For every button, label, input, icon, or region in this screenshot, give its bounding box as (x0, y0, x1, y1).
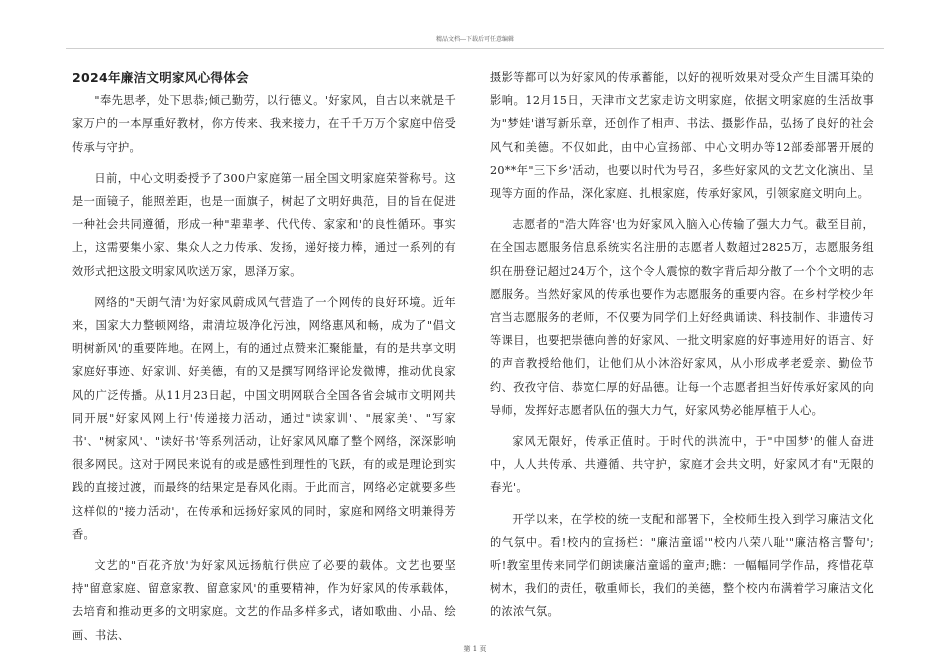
document-title: 2024年廉洁文明家风心得体会 (72, 70, 249, 85)
paragraph: 日前，中心文明委授予了300户家庭第一届全国文明家庭荣誉称号。这是一面镜子，能照差距，也是一面旗子，树起了文明好典范，目的旨在促进一种社会共同遵循，形成一种"辈辈孝、代代传、家家和'的良性循环。事实上，这需要集小家、集众人之力传承、发扬，递好接力棒，通过一系列的有效形式把这股文明家风吹送万家，恩泽万家。 (72, 171, 456, 278)
paragraph-continued: 摄影等都可以为好家风的传承蓄能，以好的视听效果对受众产生目濡耳染的影响。12月15日，天津市文艺家走访文明家庭，依据文明家庭的生活故事为"梦娃'谱写新乐章，还创作了相声、书法、摄影作品，弘扬了良好的社会风气和美德。不仅如此，由中心宣扬部、中心文明办等12部委部署开展的20**年"三下乡'活动，也要以时代为号召，多些好家风的文艺文化演出、呈现等方面的作品，深化家庭、扎根家庭，传承好家风，引领家庭文明向上。 (490, 71, 874, 201)
paragraph: 网络的"天朗气清'为好家风蔚成风气营造了一个网传的良好环境。近年来，国家大力整顿网络，肃清垃圾净化污浊，网络惠风和畅，成为了"倡文明树新风'的重要阵地。在网上，有的通过点赞来汇聚能量，有的是共享文明家庭好事迹、好家训、好美德，有的又是撰写网络评论发微博，推动优良家风的广泛传播。从11月23日起，中国文明网联合全国各省会城市文明网共同开展"好家风网上行'传递接力活动，通过"读家训'、"展家美'、"写家书'、"树家风'、"读好书'等系列活动，让好家风风靡了整个网络，深深影响很多网民。这对于网民来说有的或是感性到理性的飞跃，有的或是理论到实践的直接过渡，而最终的结果定是春风化雨。于此而言，网络必定就要多些这样似的"接力活动'，在传承和远扬好家风的同时，家庭和网络文明兼得芳香。 (72, 295, 456, 541)
paragraph: 文艺的"百花齐放'为好家风远扬航行供应了必要的载体。文艺也要坚持"留意家庭、留意家教、留意家风'的重要精神，作为好家风的传承载体，去培育和推动更多的文明家庭。文艺的作品多样多式，诸如歌曲、小品、绘画、书法、 (72, 559, 456, 642)
header-note: 精品文档---下载后可任意编辑 (435, 36, 515, 43)
right-column (490, 66, 874, 632)
paragraph: 志愿者的"浩大阵容'也为好家风入脑入心传输了强大力气。截至目前，在全国志愿服务信息系统实名注册的志愿者人数超过2825万，志愿服务组织在册登记超过24万个，这个令人震惊的数字背后却分散了一个个文明的志愿服务。当然好家风的传承也要作为志愿服务的重要内容。在乡村学校少年宫当志愿服务的老师，不仅要为同学们上好经典诵读、科技制作、非遗传习等课目，也要把崇德向善的好家风、一批文明家庭的好事迹用好的语言、好的声音教授给他们，让他们从小沐浴好家风，从小形成孝老爱亲、勤俭节约、孜孜守信、恭宽仁厚的好品德。让每一个志愿者担当好传承好家风的向导师，发挥好志愿者队伍的强大力气，好家风势必能厚植于人心。 (490, 218, 874, 417)
header-divider (66, 48, 884, 49)
page-number: 第 1 页 (463, 645, 487, 653)
left-column (72, 66, 456, 655)
paragraph: 家风无限好，传承正值时。于时代的洪流中，于"中国梦'的催人奋进中，人人共传承、共遵循、共守护，家庭才会共文明，好家风才有"无限的春光'。 (490, 435, 874, 495)
paragraph: 开学以来，在学校的统一支配和部署下，全校师生投入到学习廉洁文化的气氛中。看!校内的宣扬栏："廉洁童谣'"校内八荣八耻'"廉洁格言警句';听!教室里传来同学们朗读廉洁童谣的童声;瞧：一幅幅同学作品，疼惜花草树木，我们的责任，敬重师长，我们的美德，整个校内布满着学习廉洁文化的浓浓气氛。 (490, 512, 874, 619)
paragraph: "奉先思孝，处下思恭;倾己勤劳，以行德义。'好家风，自古以来就是千家万户的一本厚重好教材，你方传来、我来接力，在千千万万个家庭中倍受传承与守护。 (72, 94, 456, 154)
